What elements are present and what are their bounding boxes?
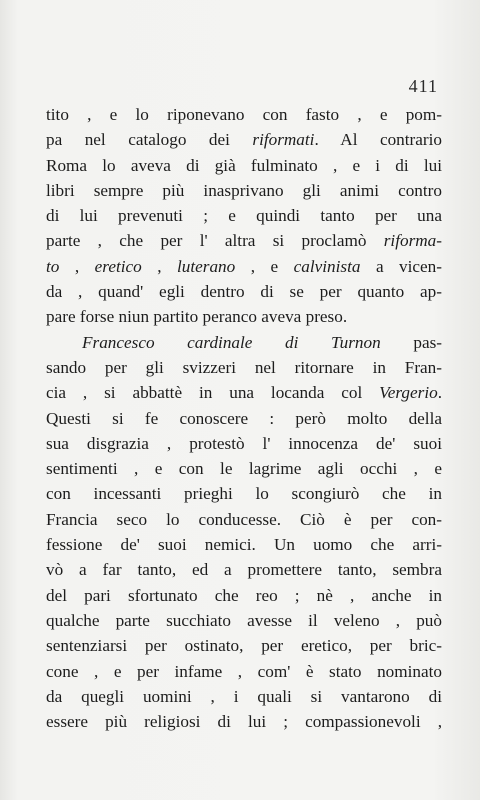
text-segment: sando per gli svizzeri nel ritornare in Fran- <box>46 357 442 377</box>
text-line <box>46 355 442 380</box>
italic-text: calvinista <box>293 256 361 276</box>
text-segment: pa nel catalogo dei <box>46 130 253 150</box>
text-line <box>46 633 442 658</box>
text-line <box>46 456 442 481</box>
text-segment: libri sempre più inasprivano gli animi contro <box>46 180 442 200</box>
text-segment: , <box>59 256 95 276</box>
text-segment: Roma lo aveva di già fulminato , e i di lui <box>46 155 442 175</box>
text-segment: . <box>437 383 442 403</box>
text-segment: . Al contrario <box>314 130 442 150</box>
text-line <box>46 608 442 633</box>
italic-text: riformati <box>252 130 315 150</box>
text-line <box>46 203 442 228</box>
text-segment: da , quand' egli dentro di se per quanto ap- <box>46 282 442 302</box>
italic-text: Francesco cardinale di Turnon <box>82 332 381 352</box>
text-line <box>46 228 442 253</box>
text-segment: da quegli uomini , i quali si vantarono di <box>46 686 442 706</box>
italic-text: riforma- <box>383 231 442 251</box>
text-line <box>46 507 442 532</box>
text-line <box>46 380 442 405</box>
text-line <box>46 254 442 279</box>
text-line <box>46 153 442 178</box>
text-segment: con incessanti prieghi lo scongiurò che in <box>46 484 442 504</box>
text-segment: , e <box>235 256 294 276</box>
text-line <box>46 127 442 152</box>
text-line <box>46 431 442 456</box>
italic-text: to <box>46 256 60 276</box>
italic-text: luterano <box>177 256 236 276</box>
text-segment: sentimenti , e con le lagrime agli occhi , e <box>46 459 442 479</box>
text-segment: tito , e lo riponevano con fasto , e pom- <box>46 105 442 124</box>
text-segment: fessione de' suoi nemici. Un uomo che arri- <box>46 535 442 555</box>
text-line <box>46 406 442 431</box>
text-segment: pas- <box>380 332 442 352</box>
text-line <box>46 279 442 304</box>
italic-text: eretico <box>94 256 142 276</box>
text-segment: Francia seco lo conducesse. Ciò è per con- <box>46 509 442 529</box>
text-line <box>46 684 442 709</box>
text-segment: , <box>141 256 177 276</box>
text-line <box>46 659 442 684</box>
text-line <box>46 481 442 506</box>
text-line <box>46 557 442 582</box>
text-segment: del pari sfortunato che reo ; nè , anche in <box>46 585 442 605</box>
text-segment: sentenziarsi per ostinato, per eretico, per bric- <box>46 636 442 656</box>
text-segment: cia , si abbattè in una locanda col <box>46 383 380 403</box>
text-line <box>46 583 442 608</box>
text-line <box>46 102 442 127</box>
text-segment: cone , e per infame , com' è stato nominato <box>46 661 442 681</box>
text-line <box>46 304 442 329</box>
italic-text: Vergerio <box>379 383 438 403</box>
text-segment: qualche parte succhiato avesse il veleno , può <box>46 610 442 630</box>
text-segment: vò a far tanto, ed a promettere tanto, sembra <box>46 560 442 580</box>
text-segment: Questi si fe conoscere : però molto della <box>46 408 442 428</box>
text-segment: sua disgrazia , protestò l' innocenza de' suoi <box>46 433 442 453</box>
text-line <box>46 330 442 355</box>
text-line <box>46 532 442 557</box>
body-text <box>46 102 442 734</box>
text-segment: parte , che per l' altra si proclamò <box>46 231 384 251</box>
text-segment: essere più religiosi di lui ; compassionevoli , <box>46 712 442 732</box>
text-segment: pare forse niun partito peranco aveva preso. <box>46 307 348 327</box>
page-number: 411 <box>408 76 438 96</box>
text-segment: a vicen- <box>360 256 443 276</box>
text-line <box>46 178 442 203</box>
text-line <box>46 709 442 734</box>
text-segment: di lui prevenuti ; e quindi tanto per una <box>46 206 442 226</box>
